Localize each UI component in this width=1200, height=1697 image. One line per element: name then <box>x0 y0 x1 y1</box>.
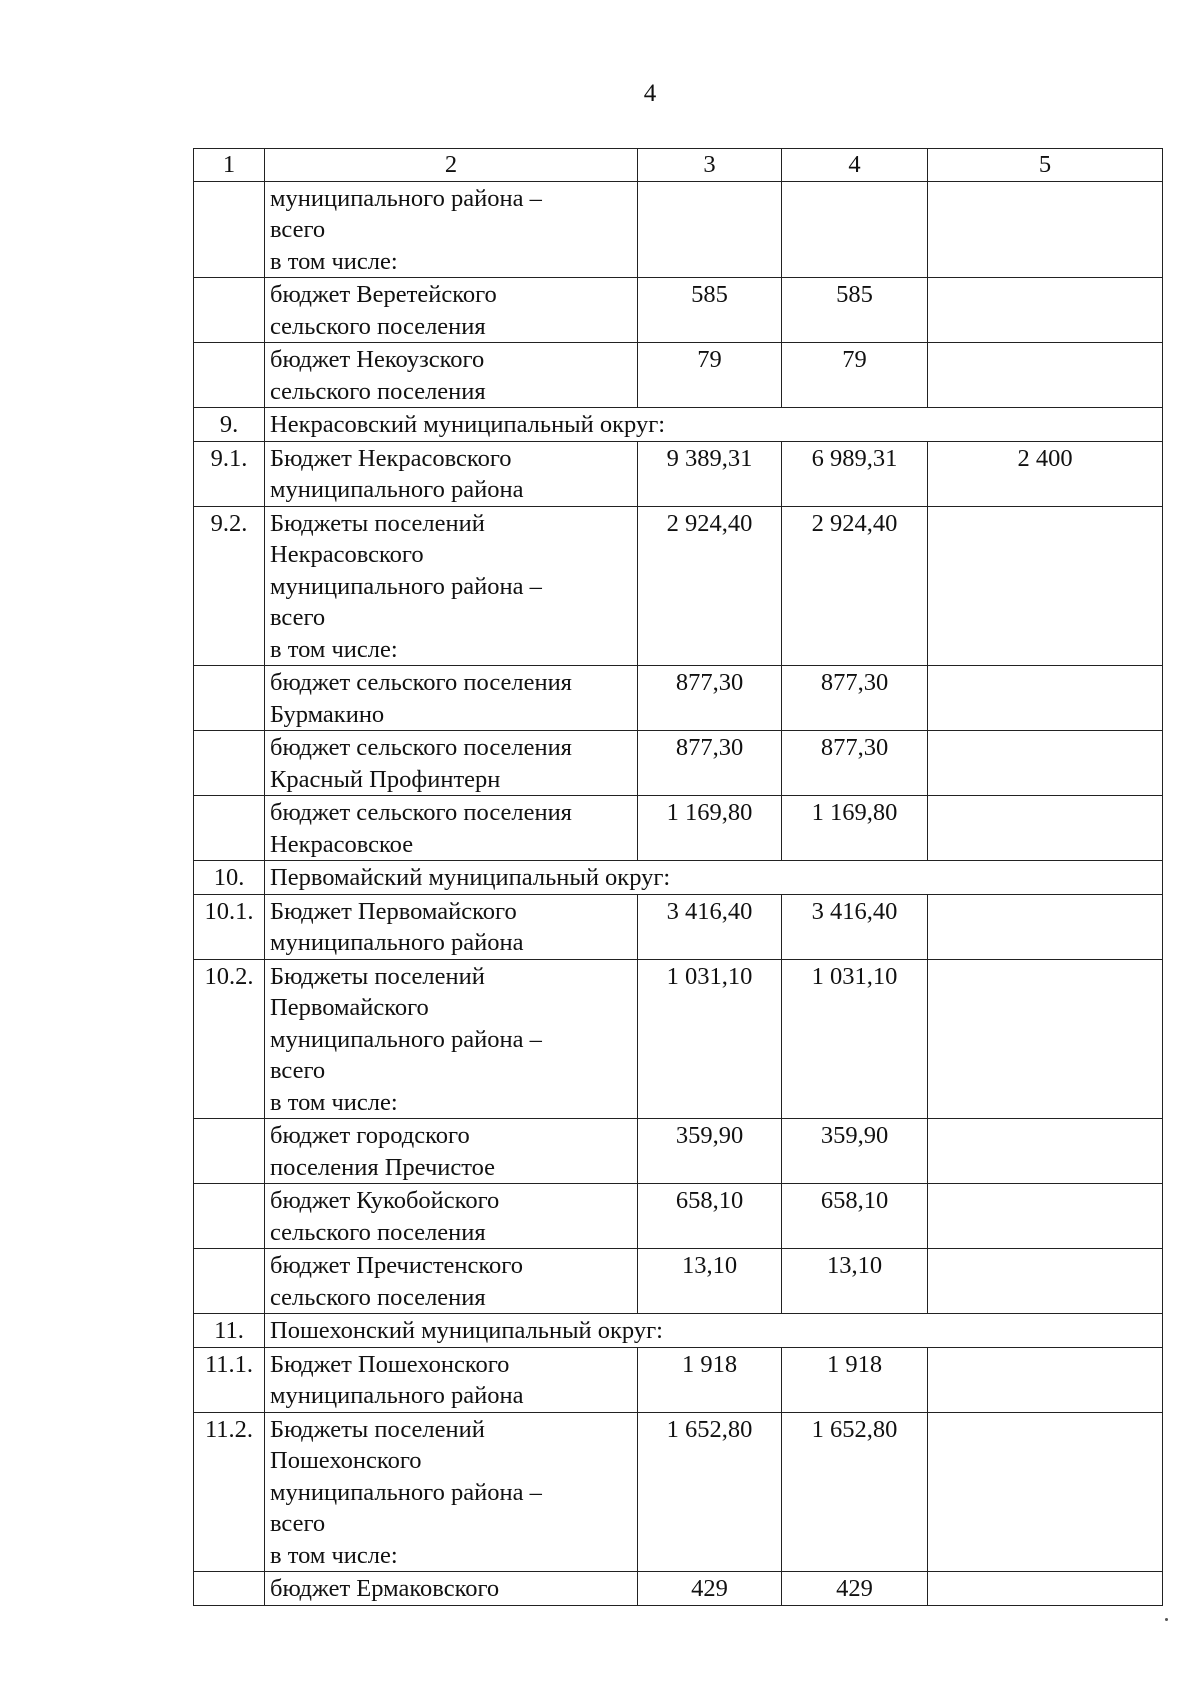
planned-amount-cell: 429 <box>638 1572 782 1606</box>
row-number-cell <box>194 343 265 408</box>
row-number-cell: 9.2. <box>194 506 265 666</box>
table-row <box>194 1572 1163 1606</box>
header-cell: 2 <box>265 149 638 182</box>
extra-amount-cell <box>928 1347 1163 1412</box>
planned-amount-cell: 658,10 <box>638 1184 782 1249</box>
planned-amount-cell: 13,10 <box>638 1249 782 1314</box>
budget-name-cell: Бюджет Некрасовского муниципального района <box>265 441 638 506</box>
extra-amount-cell <box>928 731 1163 796</box>
planned-amount-cell: 877,30 <box>638 731 782 796</box>
budget-name-cell: Бюджеты поселений Некрасовского муниципального района – всего в том числе: <box>265 506 638 666</box>
budget-name-cell: бюджет сельского поселения Некрасовское <box>265 796 638 861</box>
budget-name-cell: бюджет городского поселения Пречистое <box>265 1119 638 1184</box>
extra-amount-cell <box>928 278 1163 343</box>
planned-amount-cell: 2 924,40 <box>638 506 782 666</box>
header-cell: 5 <box>928 149 1163 182</box>
budget-name-cell: бюджет сельского поселения Красный Профинтерн <box>265 731 638 796</box>
budget-name-cell: Бюджет Первомайского муниципального района <box>265 894 638 959</box>
amount-cell: 3 416,40 <box>782 894 928 959</box>
table-row <box>194 894 1163 959</box>
page-number: 4 <box>643 80 657 107</box>
amount-cell: 79 <box>782 343 928 408</box>
row-number-cell <box>194 1119 265 1184</box>
section-title-cell: Первомайский муниципальный округ: <box>265 861 1163 895</box>
table-row <box>194 731 1163 796</box>
amount-cell: 429 <box>782 1572 928 1606</box>
table-row <box>194 441 1163 506</box>
table-row <box>194 1347 1163 1412</box>
row-number-cell: 9.1. <box>194 441 265 506</box>
extra-amount-cell: 2 400 <box>928 441 1163 506</box>
planned-amount-cell: 1 031,10 <box>638 959 782 1119</box>
row-number-cell: 10.2. <box>194 959 265 1119</box>
section-row <box>194 408 1163 442</box>
budget-name-cell: бюджет Ермаковского <box>265 1572 638 1606</box>
table-row <box>194 959 1163 1119</box>
amount-cell: 6 989,31 <box>782 441 928 506</box>
header-cell: 1 <box>194 149 265 182</box>
planned-amount-cell: 79 <box>638 343 782 408</box>
amount-cell: 2 924,40 <box>782 506 928 666</box>
row-number-cell <box>194 278 265 343</box>
extra-amount-cell <box>928 1119 1163 1184</box>
extra-amount-cell <box>928 666 1163 731</box>
extra-amount-cell <box>928 506 1163 666</box>
extra-amount-cell <box>928 1184 1163 1249</box>
amount-cell: 877,30 <box>782 731 928 796</box>
section-row <box>194 1314 1163 1348</box>
row-number-cell <box>194 1184 265 1249</box>
table-row <box>194 1412 1163 1572</box>
header-row <box>194 149 1163 182</box>
row-number-cell <box>194 1249 265 1314</box>
scan-speck <box>1165 1618 1168 1621</box>
amount-cell: 1 918 <box>782 1347 928 1412</box>
header-cell: 3 <box>638 149 782 182</box>
extra-amount-cell <box>928 1412 1163 1572</box>
planned-amount-cell: 3 416,40 <box>638 894 782 959</box>
table-row <box>194 278 1163 343</box>
budget-table <box>193 148 1163 1606</box>
planned-amount-cell: 1 169,80 <box>638 796 782 861</box>
row-number-cell: 10.1. <box>194 894 265 959</box>
amount-cell: 877,30 <box>782 666 928 731</box>
table-row <box>194 1184 1163 1249</box>
budget-name-cell: Бюджет Пошехонского муниципального района <box>265 1347 638 1412</box>
table-row <box>194 343 1163 408</box>
budget-name-cell: бюджет Веретейского сельского поселения <box>265 278 638 343</box>
planned-amount-cell: 359,90 <box>638 1119 782 1184</box>
planned-amount-cell: 585 <box>638 278 782 343</box>
row-number-cell <box>194 181 265 278</box>
row-number-cell: 9. <box>194 408 265 442</box>
amount-cell: 585 <box>782 278 928 343</box>
table-row <box>194 1119 1163 1184</box>
row-number-cell: 11. <box>194 1314 265 1348</box>
extra-amount-cell <box>928 181 1163 278</box>
budget-name-cell: Бюджеты поселений Первомайского муниципального района – всего в том числе: <box>265 959 638 1119</box>
extra-amount-cell <box>928 796 1163 861</box>
amount-cell: 359,90 <box>782 1119 928 1184</box>
planned-amount-cell: 9 389,31 <box>638 441 782 506</box>
budget-name-cell: бюджет Пречистенского сельского поселения <box>265 1249 638 1314</box>
planned-amount-cell: 1 918 <box>638 1347 782 1412</box>
row-number-cell <box>194 1572 265 1606</box>
row-number-cell <box>194 731 265 796</box>
row-number-cell: 10. <box>194 861 265 895</box>
row-number-cell <box>194 666 265 731</box>
header-cell: 4 <box>782 149 928 182</box>
table-row <box>194 506 1163 666</box>
table-row <box>194 1249 1163 1314</box>
extra-amount-cell <box>928 959 1163 1119</box>
budget-name-cell: бюджет сельского поселения Бурмакино <box>265 666 638 731</box>
extra-amount-cell <box>928 343 1163 408</box>
extra-amount-cell <box>928 894 1163 959</box>
amount-cell: 1 031,10 <box>782 959 928 1119</box>
planned-amount-cell: 1 652,80 <box>638 1412 782 1572</box>
section-row <box>194 861 1163 895</box>
section-title-cell: Пошехонский муниципальный округ: <box>265 1314 1163 1348</box>
amount-cell <box>782 181 928 278</box>
table-row <box>194 796 1163 861</box>
budget-name-cell: бюджет Кукобойского сельского поселения <box>265 1184 638 1249</box>
planned-amount-cell <box>638 181 782 278</box>
amount-cell: 1 169,80 <box>782 796 928 861</box>
amount-cell: 1 652,80 <box>782 1412 928 1572</box>
planned-amount-cell: 877,30 <box>638 666 782 731</box>
table-row <box>194 181 1163 278</box>
extra-amount-cell <box>928 1249 1163 1314</box>
row-number-cell: 11.2. <box>194 1412 265 1572</box>
budget-name-cell: Бюджеты поселений Пошехонского муниципального района – всего в том числе: <box>265 1412 638 1572</box>
extra-amount-cell <box>928 1572 1163 1606</box>
amount-cell: 13,10 <box>782 1249 928 1314</box>
budget-name-cell: бюджет Некоузского сельского поселения <box>265 343 638 408</box>
row-number-cell: 11.1. <box>194 1347 265 1412</box>
budget-name-cell: муниципального района – всего в том числе: <box>265 181 638 278</box>
amount-cell: 658,10 <box>782 1184 928 1249</box>
row-number-cell <box>194 796 265 861</box>
table-row <box>194 666 1163 731</box>
section-title-cell: Некрасовский муниципальный округ: <box>265 408 1163 442</box>
